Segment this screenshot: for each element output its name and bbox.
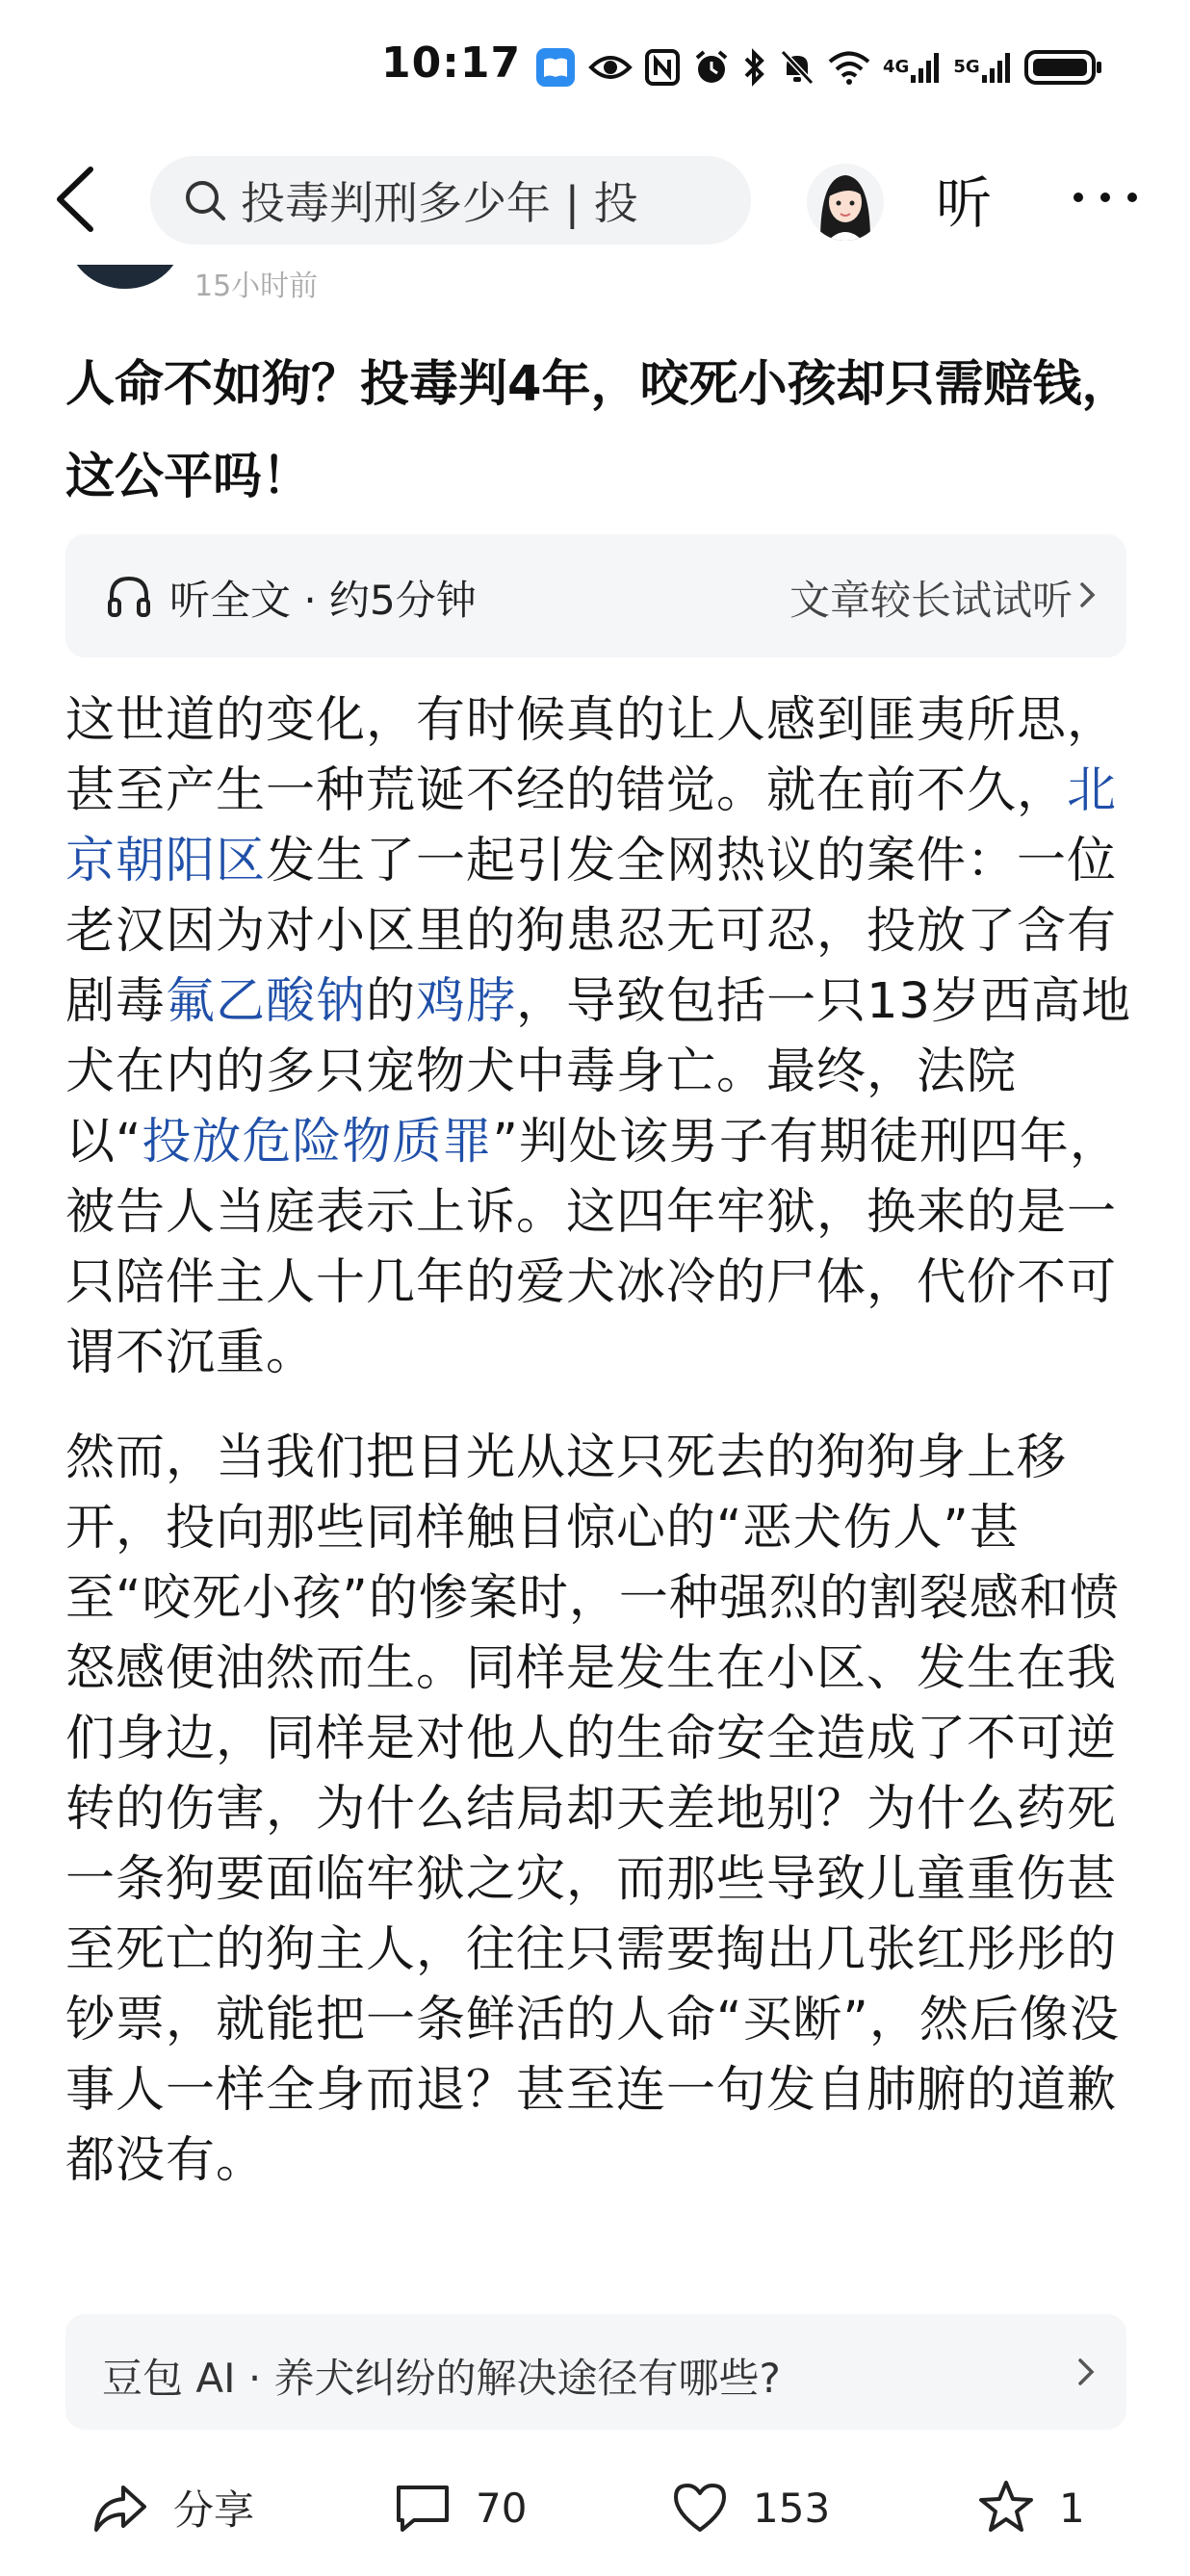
status-bar bbox=[0, 0, 1190, 135]
network-4g-label: 4G bbox=[883, 57, 910, 77]
signal-4g-icon bbox=[883, 44, 942, 90]
search-box[interactable] bbox=[150, 156, 751, 245]
paragraph-text: 的 bbox=[366, 973, 417, 1030]
network-5g-label: 5G bbox=[953, 57, 980, 77]
article-paragraph-1 bbox=[65, 685, 1134, 1388]
share-icon bbox=[91, 2478, 150, 2537]
search-query-text: 投毒判刑多少年 | 投 bbox=[241, 177, 638, 229]
avatar-portrait-icon bbox=[807, 164, 884, 241]
favorite-count: 1 bbox=[1059, 2484, 1085, 2532]
like-count: 153 bbox=[753, 2484, 831, 2532]
headphones-icon bbox=[106, 573, 152, 619]
back-button[interactable] bbox=[50, 166, 108, 233]
article-body bbox=[65, 685, 1134, 2291]
comment-icon bbox=[393, 2478, 453, 2537]
mute-bell-icon bbox=[779, 44, 815, 90]
nfc-icon bbox=[644, 44, 681, 90]
comments-button[interactable] bbox=[393, 2474, 527, 2541]
paragraph-text: ，导致包括一只13岁西高地犬在内的多只宠物犬中毒身亡。最终，法院以“ bbox=[65, 973, 1131, 1171]
ai-assistant-avatar[interactable] bbox=[807, 164, 884, 241]
publish-time: 15小时前 bbox=[194, 270, 319, 303]
like-button[interactable] bbox=[670, 2474, 830, 2541]
link-beijing-chaoyang[interactable]: 北京朝阳区 bbox=[65, 762, 1118, 889]
eye-icon bbox=[588, 44, 633, 90]
paragraph-text: 这世道的变化，有时候真的让人感到匪夷所思，甚至产生一种荒诞不经的错觉。就在前不久， bbox=[65, 692, 1118, 819]
status-time: 10:17 bbox=[381, 39, 522, 88]
listen-hint-text: 文章较长试试听 bbox=[789, 577, 1073, 624]
link-dangerous-substance-crime[interactable]: 投放危险物质罪 bbox=[142, 1114, 493, 1171]
ai-question-suggestion[interactable] bbox=[65, 2314, 1126, 2430]
listen-full-article-bar[interactable] bbox=[65, 534, 1126, 657]
link-sodium-fluoroacetate[interactable]: 氟乙酸钠 bbox=[166, 973, 367, 1030]
chevron-right-icon bbox=[1076, 2357, 1096, 2387]
bottom-action-bar bbox=[0, 2443, 1190, 2576]
paragraph-text: 发生了一起引发全网热议的案件：一位老汉因为对小区里的狗患忍无可忍，投放了含有剧毒 bbox=[65, 833, 1118, 1030]
listen-duration-label: 听全文 · 约5分钟 bbox=[169, 577, 477, 624]
search-icon bbox=[183, 178, 227, 222]
listen-button[interactable]: 听 bbox=[936, 170, 993, 236]
article-title: 人命不如狗？投毒判4年，咬死小孩却只需赔钱，这公平吗！ bbox=[65, 356, 1131, 505]
book-app-icon bbox=[534, 44, 577, 90]
battery-icon bbox=[1024, 44, 1103, 90]
comment-count: 70 bbox=[476, 2484, 528, 2532]
ai-question-text: 豆包 AI · 养犬纠纷的解决途径有哪些? bbox=[102, 2355, 781, 2402]
link-chicken-neck[interactable]: 鸡脖 bbox=[416, 973, 517, 1030]
wifi-icon bbox=[827, 44, 871, 90]
more-options-button[interactable] bbox=[1067, 183, 1144, 212]
more-dots-icon bbox=[1067, 183, 1144, 212]
signal-5g-icon bbox=[953, 44, 1012, 90]
favorite-button[interactable] bbox=[976, 2474, 1085, 2541]
star-icon bbox=[976, 2478, 1036, 2537]
paragraph-text: ”判处该男子有期徒刑四年，被告人当庭表示上诉。这四年牢狱，换来的是一只陪伴主人十几年的爱犬冰冷的尸体，代价不可谓不沉重。 bbox=[65, 1114, 1120, 1381]
heart-icon bbox=[670, 2478, 730, 2537]
share-button[interactable] bbox=[91, 2474, 254, 2541]
top-nav-bar bbox=[0, 135, 1190, 265]
back-arrow-icon bbox=[50, 166, 108, 233]
share-label: 分享 bbox=[173, 2486, 255, 2534]
bluetooth-icon bbox=[742, 44, 767, 90]
alarm-icon bbox=[692, 44, 731, 90]
article-paragraph-2: 然而，当我们把目光从这只死去的狗狗身上移开，投向那些同样触目惊心的“恶犬伤人”甚至“咬死小孩”的惨案时，一种强烈的割裂感和愤怒感便油然而生。同样是发生在小区、发生在我们身边，同样是对他人的生命安全造成了不可逆转的伤害，为什么结局却天差地别？为什么药死一条狗要面临牢狱之灾，而那些导致儿童重伤甚至死亡的狗主人，往往只需要掏出几张红彤彤的钞票，就能把一条鲜活的人命“买断”，然后像没事人一样全身而退？甚至连一句发自肺腑的道歉都没有。 bbox=[65, 1430, 1120, 2189]
status-icons bbox=[534, 40, 1103, 94]
chevron-right-icon bbox=[1078, 580, 1098, 609]
